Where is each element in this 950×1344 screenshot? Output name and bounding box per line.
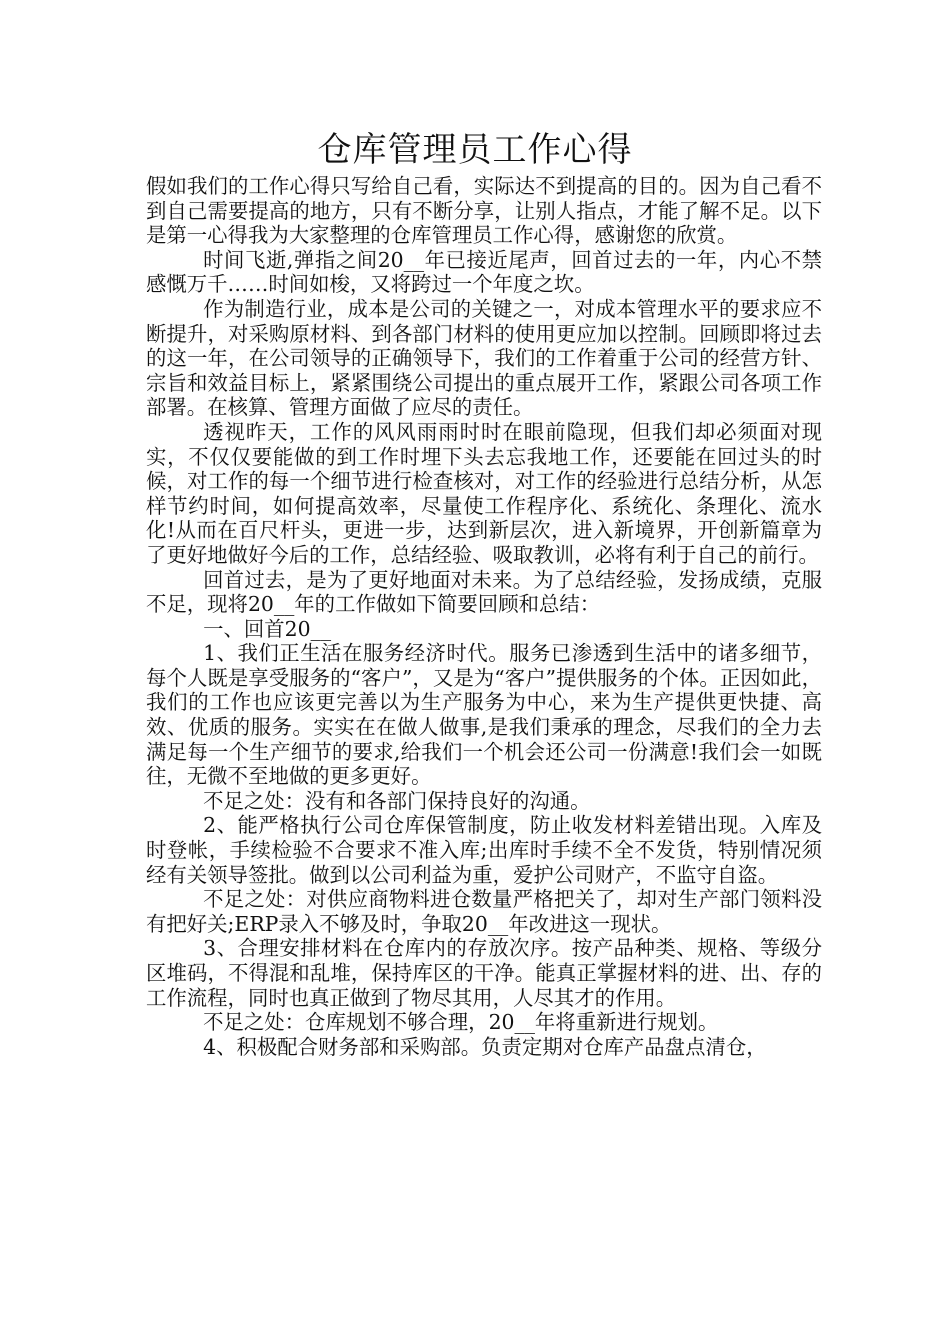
body-paragraph: 回首过去，是为了更好地面对未来。为了总结经验，发扬成绩，克服不足，现将20__年的工作做如下简要回顾和总结： <box>146 567 822 617</box>
body-paragraph: 透视昨天，工作的风风雨雨时时在眼前隐现，但我们却必须面对现实，不仅仅要能做的到工作时埋下头去忘我地工作，还要能在回过头的时候，对工作的每一个细节进行检查核对，对工作的经验进行总结分析，从怎样节约时间，如何提高效率，尽量使工作程序化、系统化、条理化、流水化!从而在百尺杆头，更进一步，达到新层次，进入新境界，开创新篇章为了更好地做好今后的工作，总结经验、吸取教训，必将有利于自己的前行。 <box>146 419 822 567</box>
body-paragraph: 3、合理安排材料在仓库内的存放次序。按产品种类、规格、等级分区堆码，不得混和乱堆，保持库区的干净。能真正掌握材料的进、出、存的工作流程，同时也真正做到了物尽其用，人尽其才的作用。 <box>146 936 822 1010</box>
intro-paragraph: 假如我们的工作心得只写给自己看，实际达不到提高的目的。因为自己看不到自己需要提高的地方，只有不断分享，让别人指点，才能了解不足。以下是第一心得我为大家整理的仓库管理员工作心得，感谢您的欣赏。 <box>146 174 822 248</box>
section-heading: 一、回首20__ <box>203 616 332 641</box>
body-paragraph: 4、积极配合财务部和采购部。负责定期对仓库产品盘点清仓， <box>203 1034 767 1059</box>
body-paragraph: 2、能严格执行公司仓库保管制度，防止收发材料差错出现。入库及时登帐，手续检验不合要求不准入库;出库时手续不全不发货，特别情况须经有关领导签批。做到以公司利益为重，爱护公司财产，不监守自盗。 <box>146 813 822 887</box>
shortcoming-paragraph: 不足之处：仓库规划不够合理，20__年将重新进行规划。 <box>203 1010 719 1035</box>
document-body <box>146 174 822 1059</box>
document-title: 仓库管理员工作心得 <box>317 130 633 170</box>
shortcoming-paragraph: 不足之处：没有和各部门保持良好的沟通。 <box>203 788 591 813</box>
body-paragraph: 1、我们正生活在服务经济时代。服务已渗透到生活中的诸多细节，每个人既是享受服务的“客户”，又是为“客户”提供服务的个体。正因如此，我们的工作也应该更完善以为生产服务为中心，来为生产提供更快捷、高效、优质的服务。实实在在做人做事,是我们秉承的理念，尽我们的全力去满足每一个生产细节的要求,给我们一个机会还公司一份满意!我们会一如既往，无微不至地做的更多更好。 <box>146 641 822 789</box>
body-paragraph: 作为制造行业，成本是公司的关键之一，对成本管理水平的要求应不断提升，对采购原材料、到各部门材料的使用更应加以控制。回顾即将过去的这一年，在公司领导的正确领导下，我们的工作着重于公司的经营方针、宗旨和效益目标上，紧紧围绕公司提出的重点展开工作，紧跟公司各项工作部署。在核算、管理方面做了应尽的责任。 <box>146 296 822 420</box>
shortcoming-paragraph: 不足之处：对供应商物料进仓数量严格把关了，却对生产部门领料没有把好关;ERP录入不够及时，争取20__年改进这一现状。 <box>146 887 822 936</box>
body-paragraph: 时间飞逝,弹指之间20__年已接近尾声，回首过去的一年，内心不禁感慨万千……时间如梭，又将跨过一个年度之坎。 <box>146 247 822 297</box>
